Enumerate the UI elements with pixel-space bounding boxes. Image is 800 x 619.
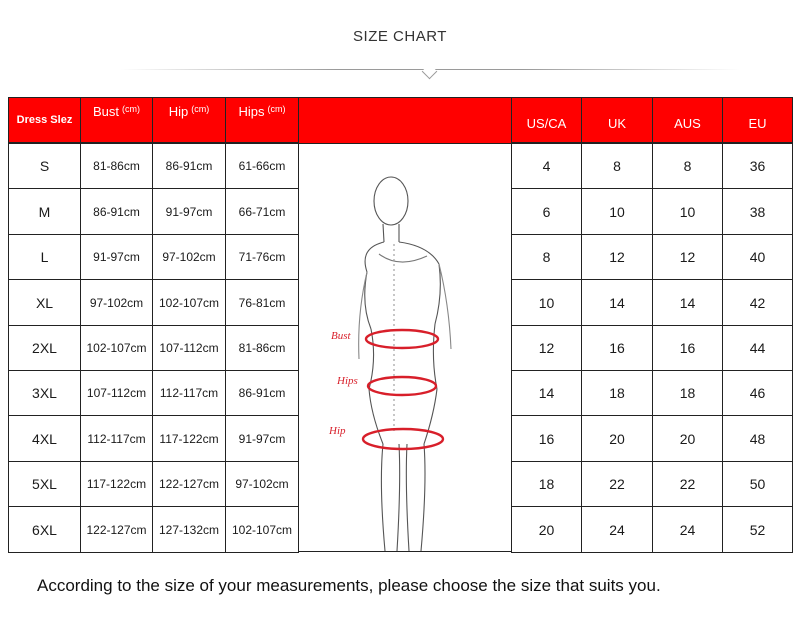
table-cell-hip: 127-132cm [152,506,226,553]
table-cell-bust: 81-86cm [80,143,153,189]
table-cell-eu: 46 [722,370,793,416]
table-cell-uk: 22 [581,461,653,507]
table-cell-hip: 107-112cm [152,325,226,371]
table-cell-aus: 8 [652,143,723,189]
table-cell-uk: 20 [581,415,653,462]
table-cell-eu: 42 [722,279,793,326]
table-cell-hips: 81-86cm [225,325,299,371]
table-cell-eu: 38 [722,188,793,235]
table-cell-aus: 10 [652,188,723,235]
table-cell-bust: 86-91cm [80,188,153,235]
table-cell-aus: 14 [652,279,723,326]
header-dress-size-label: Dress Slez [16,114,73,126]
table-cell-bust: 117-122cm [80,461,153,507]
table-cell-hips: 71-76cm [225,234,299,280]
table-cell-us-ca: 20 [511,506,582,553]
table-cell-bust: 112-117cm [80,415,153,462]
table-cell-hips: 102-107cm [225,506,299,553]
table-cell-us-ca: 10 [511,279,582,326]
hips-measure-line [368,377,436,395]
header-figure-fill [298,97,512,144]
header-bust-label: Bust [92,104,119,119]
header-uk [581,97,653,143]
header-us-ca [511,97,582,143]
header-bust [80,97,153,143]
bust-figure-label: Bust [331,330,351,342]
header-uk-label: UK [607,115,627,131]
bust-measure-line [366,330,438,348]
table-cell-hips: 97-102cm [225,461,299,507]
table-cell-hips: 86-91cm [225,370,299,416]
table-cell-us-ca: 12 [511,325,582,371]
table-cell-us-ca: 18 [511,461,582,507]
mannequin-outline [359,177,451,551]
table-cell-uk: 14 [581,279,653,326]
table-cell-aus: 20 [652,415,723,462]
table-cell-eu: 40 [722,234,793,280]
table-cell-size: 5XL [8,461,81,507]
table-cell-hip: 112-117cm [152,370,226,416]
table-cell-bust: 122-127cm [80,506,153,553]
page-title: SIZE CHART [353,28,447,45]
table-cell-aus: 12 [652,234,723,280]
table-cell-size: M [8,188,81,235]
table-cell-size: L [8,234,81,280]
header-hip-label: Hip [168,104,189,119]
table-cell-hips: 61-66cm [225,143,299,189]
table-cell-uk: 8 [581,143,653,189]
table-cell-hip: 97-102cm [152,234,226,280]
table-cell-uk: 16 [581,325,653,371]
header-eu [722,97,793,143]
table-cell-hips: 76-81cm [225,279,299,326]
mannequin-illustration [299,144,511,551]
table-cell-bust: 102-107cm [80,325,153,371]
table-cell-hip: 102-107cm [152,279,226,326]
table-cell-size: XL [8,279,81,326]
table-cell-us-ca: 14 [511,370,582,416]
table-cell-hips: 66-71cm [225,188,299,235]
table-cell-uk: 12 [581,234,653,280]
header-hip-unit: (cm) [191,104,210,114]
table-cell-hip: 86-91cm [152,143,226,189]
table-cell-aus: 18 [652,370,723,416]
table-cell-us-ca: 16 [511,415,582,462]
table-cell-us-ca: 4 [511,143,582,189]
table-cell-hip: 122-127cm [152,461,226,507]
table-cell-uk: 18 [581,370,653,416]
body-figure-panel [298,143,512,552]
measurement-lines [363,330,443,449]
header-hips-label: Hips [238,104,265,119]
table-cell-hips: 91-97cm [225,415,299,462]
table-cell-eu: 50 [722,461,793,507]
hip-measure-line [363,429,443,449]
table-cell-size: 2XL [8,325,81,371]
table-cell-hip: 91-97cm [152,188,226,235]
table-cell-eu: 36 [722,143,793,189]
table-cell-size: 4XL [8,415,81,462]
header-hips-unit: (cm) [267,104,286,114]
header-us-ca-label: US/CA [526,115,567,131]
header-dress-size [8,97,81,143]
table-cell-eu: 52 [722,506,793,553]
table-cell-size: 3XL [8,370,81,416]
table-cell-us-ca: 6 [511,188,582,235]
header-aus-label: AUS [674,115,701,131]
footer-note: According to the size of your measurements, please choose the size that suits you. [37,576,661,595]
header-bust-unit: (cm) [122,104,140,114]
table-cell-eu: 48 [722,415,793,462]
title-notch-icon [422,64,438,80]
table-cell-bust: 91-97cm [80,234,153,280]
table-cell-hip: 117-122cm [152,415,226,462]
table-cell-uk: 10 [581,188,653,235]
hips-figure-label: Hips [337,375,358,387]
table-cell-aus: 22 [652,461,723,507]
table-cell-bust: 107-112cm [80,370,153,416]
table-cell-eu: 44 [722,325,793,371]
header-hip [152,97,226,143]
header-eu-label: EU [748,115,767,131]
table-cell-size: 6XL [8,506,81,553]
table-cell-uk: 24 [581,506,653,553]
header-hips [225,97,299,143]
table-cell-aus: 16 [652,325,723,371]
table-cell-us-ca: 8 [511,234,582,280]
hip-figure-label: Hip [329,425,346,437]
header-aus [652,97,723,143]
table-cell-bust: 97-102cm [80,279,153,326]
table-cell-aus: 24 [652,506,723,553]
table-cell-size: S [8,143,81,189]
